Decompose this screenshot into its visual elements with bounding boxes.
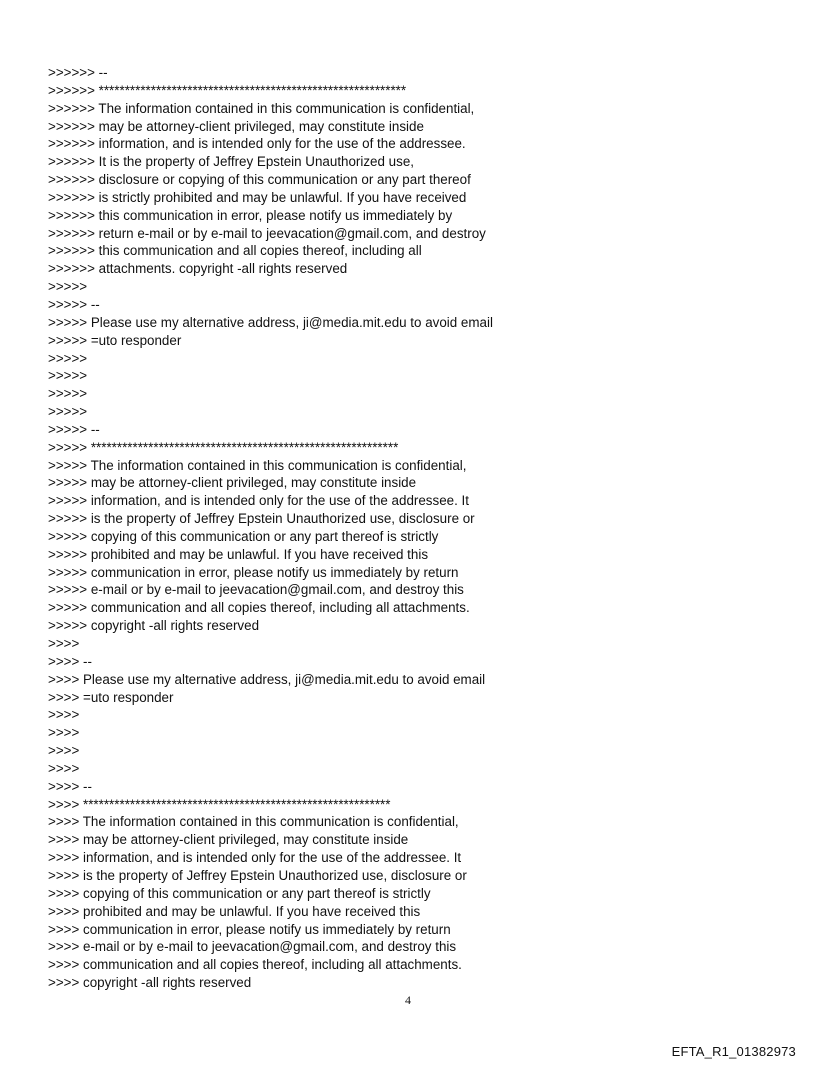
quoted-line: >>>> -- [48, 778, 92, 794]
quoted-line: >>>>>> *********************************************************** [48, 82, 407, 98]
quoted-line: >>>>> communication and all copies thereof, including all attachments. [48, 600, 470, 616]
quoted-line: >>>> -- [48, 653, 92, 669]
quoted-line: >>>>>> attachments. copyright -all rights reserved [48, 261, 348, 277]
quoted-line: >>>> communication in error, please notify us immediately by return [48, 921, 451, 937]
quoted-line: >>>>> The information contained in this communication is confidential, [48, 457, 467, 473]
quoted-line: >>>>> communication in error, please notify us immediately by return [48, 564, 459, 580]
quoted-line: >>>>>> this communication and all copies thereof, including all [48, 243, 422, 259]
quoted-line: >>>> *********************************************************** [48, 796, 391, 812]
quoted-line: >>>> [48, 743, 80, 759]
quoted-line: >>>>>> The information contained in this communication is confidential, [48, 100, 475, 116]
quoted-line: >>>> e-mail or by e-mail to jeevacation@gmail.com, and destroy this [48, 939, 457, 955]
quoted-line: >>>>> copying of this communication or any part thereof is strictly [48, 528, 439, 544]
quoted-line: >>>>> [48, 368, 88, 384]
quoted-line: >>>> may be attorney-client privileged, may constitute inside [48, 832, 409, 848]
email-body [48, 64, 788, 992]
quoted-line: >>>> [48, 707, 80, 723]
quoted-line: >>>>> =uto responder [48, 332, 182, 348]
quoted-line: >>>>> [48, 350, 88, 366]
quoted-line: >>>>> is the property of Jeffrey Epstein Unauthorized use, disclosure or [48, 511, 475, 527]
quoted-line: >>>>> Please use my alternative address, ji@media.mit.edu to avoid email [48, 314, 493, 330]
quoted-line: >>>>>> return e-mail or by e-mail to jeevacation@gmail.com, and destroy [48, 225, 486, 241]
quoted-line: >>>> copying of this communication or any part thereof is strictly [48, 885, 431, 901]
quoted-line: >>>>>> may be attorney-client privileged, may constitute inside [48, 118, 424, 134]
quoted-line: >>>>> may be attorney-client privileged, may constitute inside [48, 475, 417, 491]
quoted-line: >>>> Please use my alternative address, ji@media.mit.edu to avoid email [48, 671, 486, 687]
quoted-line: >>>>> -- [48, 296, 100, 312]
quoted-line: >>>> [48, 636, 80, 651]
quoted-line: >>>>> -- [48, 421, 100, 437]
quoted-line: >>>>> e-mail or by e-mail to jeevacation@gmail.com, and destroy this [48, 582, 464, 598]
quoted-line: >>>>> *********************************************************** [48, 439, 399, 455]
quoted-line: >>>>>> this communication in error, please notify us immediately by [48, 207, 453, 223]
quoted-line: >>>>> [48, 386, 88, 402]
quoted-line: >>>>>> It is the property of Jeffrey Epstein Unauthorized use, [48, 154, 414, 170]
quoted-line: >>>>> [48, 279, 88, 295]
quoted-line: >>>>> information, and is intended only for the use of the addressee. It [48, 493, 469, 509]
quoted-line: >>>> [48, 760, 80, 776]
quoted-line: >>>> =uto responder [48, 689, 174, 705]
quoted-line: >>>>>> -- [48, 65, 108, 80]
quoted-line: >>>> communication and all copies thereof, including all attachments. [48, 957, 462, 973]
quoted-line: >>>>> [48, 404, 88, 420]
quoted-line: >>>> is the property of Jeffrey Epstein Unauthorized use, disclosure or [48, 867, 467, 883]
quoted-line: >>>>> copyright -all rights reserved [48, 618, 260, 634]
quoted-line: >>>>>> information, and is intended only for the use of the addressee. [48, 136, 466, 152]
quoted-line: >>>> information, and is intended only for the use of the addressee. It [48, 850, 462, 866]
quoted-line: >>>> [48, 725, 80, 741]
document-id: EFTA_R1_01382973 [671, 1044, 796, 1059]
quoted-line: >>>> The information contained in this communication is confidential, [48, 814, 459, 830]
quoted-line: >>>>>> disclosure or copying of this communication or any part thereof [48, 172, 471, 188]
quoted-line: >>>>>> is strictly prohibited and may be unlawful. If you have received [48, 189, 467, 205]
quoted-line: >>>> copyright -all rights reserved [48, 975, 252, 991]
quoted-line: >>>>> prohibited and may be unlawful. If you have received this [48, 546, 429, 562]
quoted-line: >>>> prohibited and may be unlawful. If you have received this [48, 903, 421, 919]
page-number: 4 [405, 993, 411, 1007]
